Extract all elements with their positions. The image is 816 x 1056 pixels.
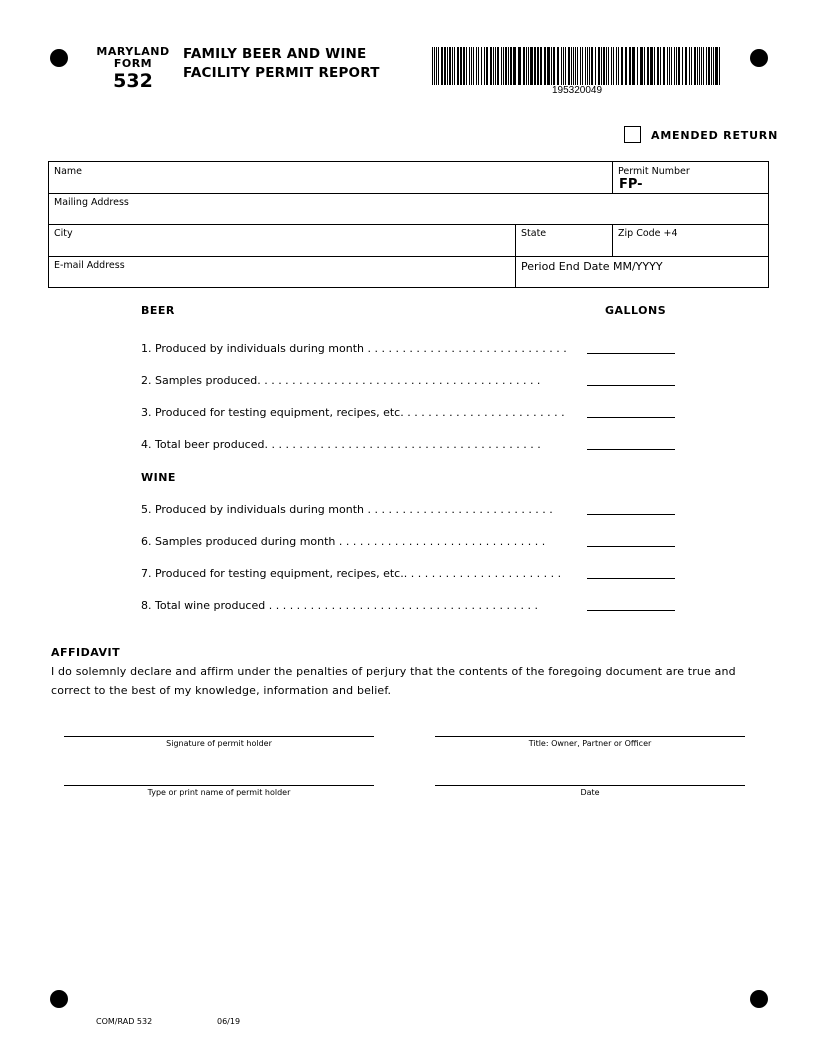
- registration-dot-bottom-right: [750, 990, 768, 1008]
- print-name-caption: Type or print name of permit holder: [147, 788, 291, 797]
- email-label[interactable]: E-mail Address: [54, 260, 125, 271]
- beer-heading: BEER: [141, 304, 175, 317]
- registration-dot-top-right: [750, 49, 768, 67]
- state-field-label[interactable]: State: [521, 228, 547, 239]
- beer-line-1: 1. Produced by individuals during month . . . . . . . . . . . . . . . . . . . . . . . . . . . . .: [141, 342, 567, 355]
- affidavit-heading: AFFIDAVIT: [51, 646, 121, 659]
- date-caption: Date: [580, 788, 600, 797]
- beer-line-3-input[interactable]: [587, 417, 675, 418]
- wine-line-6-input[interactable]: [587, 546, 675, 547]
- beer-line-4: 4. Total beer produced. . . . . . . . . . . . . . . . . . . . . . . . . . . . . . . . . . . . . . . .: [141, 438, 541, 451]
- permit-number-label: Permit Number: [618, 166, 690, 177]
- wine-line-5-input[interactable]: [587, 514, 675, 515]
- beer-line-3: 3. Produced for testing equipment, recipes, etc. . . . . . . . . . . . . . . . . . . . . . . .: [141, 406, 565, 419]
- print-name-line[interactable]: [64, 785, 374, 786]
- barcode-number: 195320049: [551, 85, 603, 96]
- beer-line-1-input[interactable]: [587, 353, 675, 354]
- registration-dot-top-left: [50, 49, 68, 67]
- signature-line[interactable]: [64, 736, 374, 737]
- wine-line-8: 8. Total wine produced . . . . . . . . . . . . . . . . . . . . . . . . . . . . . . . . . . . . . . .: [141, 599, 538, 612]
- affidavit-text: I do solemnly declare and affirm under the penalties of perjury that the contents of the foregoing document are true and correct to the best of my knowledge, information and belief.: [51, 665, 736, 697]
- wine-line-7-input[interactable]: [587, 578, 675, 579]
- beer-line-2-input[interactable]: [587, 385, 675, 386]
- state-label: MARYLAND: [96, 45, 170, 58]
- gallons-heading: GALLONS: [605, 304, 667, 317]
- permit-number-prefix[interactable]: FP-: [619, 177, 643, 192]
- mailing-address-label[interactable]: Mailing Address: [54, 197, 129, 208]
- barcode: [432, 47, 722, 85]
- beer-line-2: 2. Samples produced. . . . . . . . . . . . . . . . . . . . . . . . . . . . . . . . . . . . . . . . .: [141, 374, 541, 387]
- footer-form-code: COM/RAD 532: [96, 1017, 153, 1026]
- signature-caption: Signature of permit holder: [166, 739, 272, 748]
- form-number: 532: [113, 70, 153, 92]
- wine-line-7: 7. Produced for testing equipment, recipes, etc.. . . . . . . . . . . . . . . . . . . . . . .: [141, 567, 562, 580]
- wine-line-5: 5. Produced by individuals during month . . . . . . . . . . . . . . . . . . . . . . . . . . .: [141, 503, 553, 516]
- wine-line-8-input[interactable]: [587, 610, 675, 611]
- form-title-line1: FAMILY BEER AND WINE: [183, 46, 367, 62]
- title-line[interactable]: [435, 736, 745, 737]
- beer-line-4-input[interactable]: [587, 449, 675, 450]
- period-end-date-label[interactable]: Period End Date MM/YYYY: [521, 260, 663, 273]
- registration-dot-bottom-left: [50, 990, 68, 1008]
- amended-return-label: AMENDED RETURN: [651, 129, 779, 142]
- date-line[interactable]: [435, 785, 745, 786]
- amended-return-checkbox[interactable]: [624, 126, 641, 143]
- taxpayer-info-grid: [48, 161, 769, 288]
- form-label: FORM: [113, 57, 153, 70]
- title-caption: Title: Owner, Partner or Officer: [528, 739, 652, 748]
- footer-revision: 06/19: [217, 1017, 241, 1026]
- city-label[interactable]: City: [54, 228, 73, 239]
- zip-code-label[interactable]: Zip Code +4: [618, 228, 678, 239]
- wine-heading: WINE: [141, 471, 176, 484]
- name-label: Name: [54, 166, 83, 177]
- wine-line-6: 6. Samples produced during month . . . . . . . . . . . . . . . . . . . . . . . . . . . . . .: [141, 535, 546, 548]
- form-title-line2: FACILITY PERMIT REPORT: [183, 65, 380, 81]
